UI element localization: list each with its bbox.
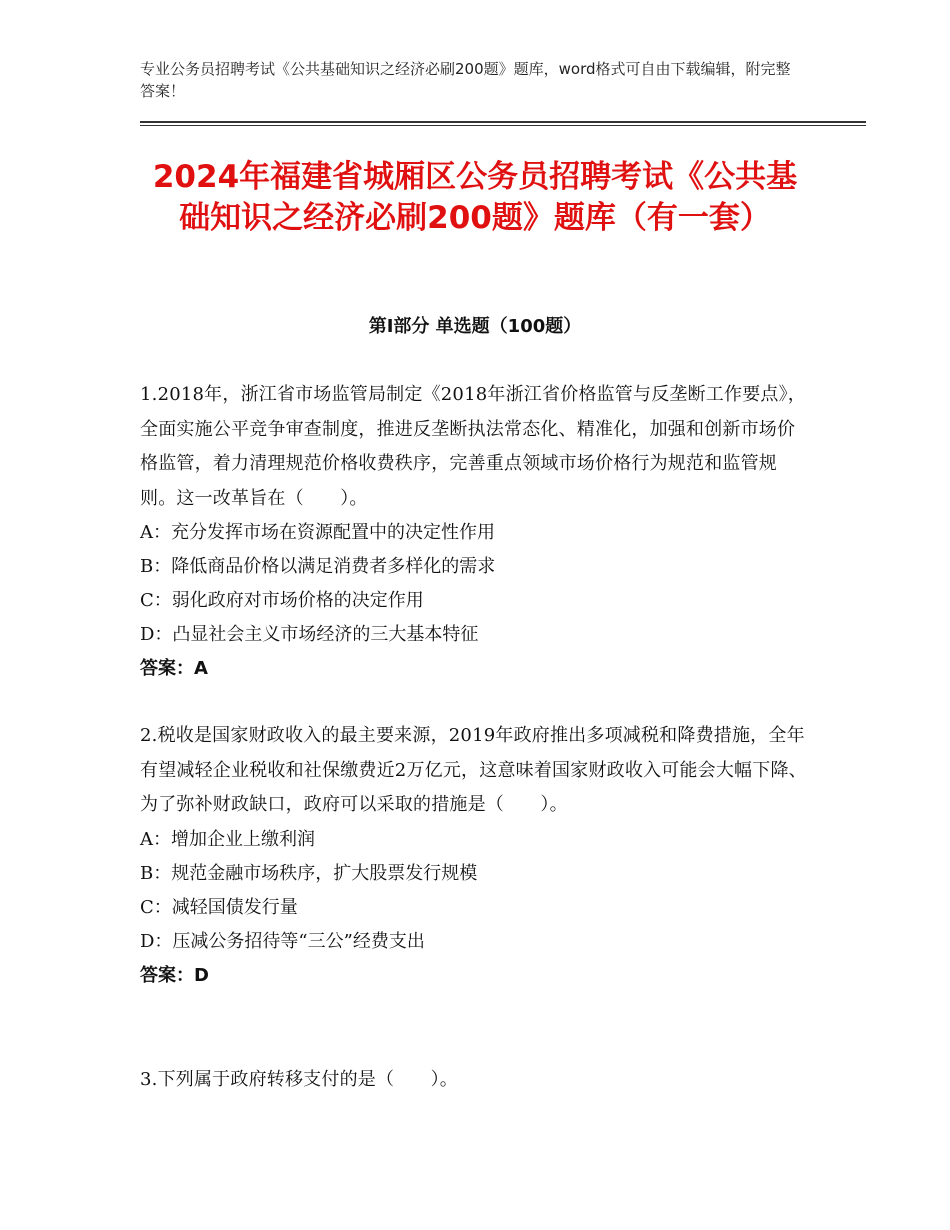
- option-c: C：减轻国债发行量: [140, 896, 298, 918]
- option-b: B：降低商品价格以满足消费者多样化的需求: [140, 556, 496, 577]
- answer: [140, 959, 810, 993]
- question-stem: 2.税收是国家财政收入的最主要来源，2019年政府推出多项减税和降费措施，全年有望减轻企业税收和社保缴费近2万亿元，这意味着国家财政收入可能会大幅下降、为了弥补财政缺口，政府可以采取的措施是（ ）。: [140, 725, 807, 815]
- option-a: A：充分发挥市场在资源配置中的决定性作用: [140, 522, 495, 543]
- answer-label: 答案：: [140, 964, 194, 986]
- question-3: [140, 1063, 810, 1098]
- header-note: 专业公务员招聘考试《公共基础知识之经济必刷200题》题库，word格式可自由下载编辑，附完整答案！: [140, 60, 791, 100]
- answer-label: 答案：: [140, 658, 194, 679]
- question-2: [140, 719, 810, 993]
- answer-value: D: [194, 964, 209, 986]
- answer: [140, 652, 810, 686]
- question-stem: 1.2018年，浙江省市场监管局制定《2018年浙江省价格监管与反垄断工作要点》，全面实施公平竞争审查制度，推进反垄断执法常态化、精准化，加强和创新市场价格监管，着力清理规范价格收费秩序，完善重点领域市场价格行为规范和监管规则。这一改革旨在（ ）。: [140, 384, 806, 509]
- option-a: A：增加企业上缴利润: [140, 828, 315, 850]
- header-divider: [140, 121, 866, 126]
- document-title: 2024年福建省城厢区公务员招聘考试《公共基础知识之经济必刷200题》题库（有一套）: [152, 159, 798, 236]
- question-stem: 3.下列属于政府转移支付的是（ ）。: [140, 1069, 458, 1090]
- option-c: C：弱化政府对市场价格的决定作用: [140, 590, 424, 611]
- section-heading: 第Ⅰ部分 单选题（100题）: [368, 316, 582, 337]
- question-1: [140, 378, 810, 686]
- option-d: D：压减公务招待等“三公”经费支出: [140, 930, 425, 952]
- option-b: B：规范金融市场秩序，扩大股票发行规模: [140, 862, 478, 884]
- option-d: D：凸显社会主义市场经济的三大基本特征: [140, 624, 479, 645]
- answer-value: A: [194, 658, 208, 679]
